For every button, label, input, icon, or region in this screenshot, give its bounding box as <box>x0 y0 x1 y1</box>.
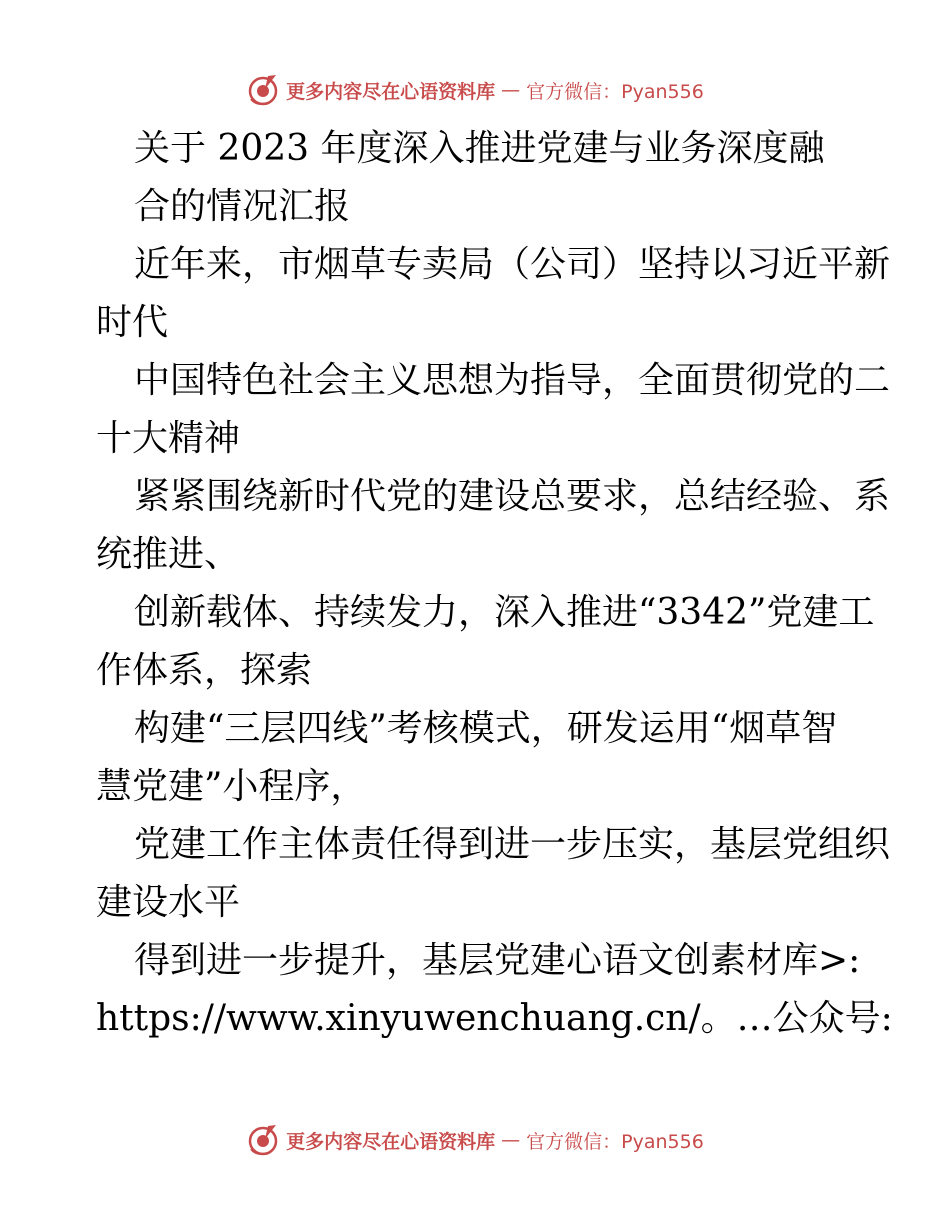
doc-paragraph-line: 紧紧围绕新时代党的建设总要求，总结经验、系 <box>134 476 891 517</box>
page-footer <box>0 1120 950 1160</box>
header-dash: — <box>501 79 521 101</box>
doc-paragraph-line: 创新载体、持续发力，深入推进“3342”党建工 <box>134 592 875 633</box>
doc-url-line: https://www.xinyuwenchuang.cn/。…公众号: <box>96 998 893 1039</box>
doc-title-line-1: 关于 2023 年度深入推进党建与业务深度融 <box>134 128 825 169</box>
doc-paragraph-line: 统推进、 <box>96 534 241 575</box>
doc-paragraph-line: 十大精神 <box>96 418 241 459</box>
doc-paragraph-line: 得到进一步提升，基层党建心语文创素材库>: <box>134 940 861 981</box>
page-header <box>0 70 950 110</box>
quill-seal-icon <box>246 73 280 107</box>
doc-paragraph-line: 作体系，探索 <box>96 650 313 691</box>
footer-watermark <box>246 1123 704 1157</box>
doc-title-line-2: 合的情况汇报 <box>134 186 351 227</box>
doc-paragraph-line: 中国特色社会主义思想为指导，全面贯彻党的二 <box>134 360 891 401</box>
doc-paragraph-line: 建设水平 <box>96 882 241 923</box>
header-brand-text: 更多内容尽在心语资料库 <box>286 80 496 103</box>
doc-paragraph-line: 构建“三层四线”考核模式，研发运用“烟草智 <box>134 708 838 749</box>
quill-seal-icon <box>246 1123 280 1157</box>
doc-paragraph-line: 时代 <box>96 302 169 343</box>
footer-brand-text: 更多内容尽在心语资料库 <box>286 1130 496 1153</box>
header-wechat-text: 官方微信：Pyan556 <box>526 80 704 103</box>
header-watermark <box>246 73 704 107</box>
doc-paragraph-line: 近年来，市烟草专卖局（公司）坚持以习近平新 <box>134 244 891 285</box>
footer-wechat-text: 官方微信：Pyan556 <box>526 1130 704 1153</box>
footer-dash: — <box>501 1129 521 1151</box>
doc-paragraph-line: 党建工作主体责任得到进一步压实，基层党组织 <box>134 824 891 865</box>
doc-paragraph-line: 慧党建”小程序， <box>96 766 367 807</box>
document-body <box>96 120 893 1048</box>
